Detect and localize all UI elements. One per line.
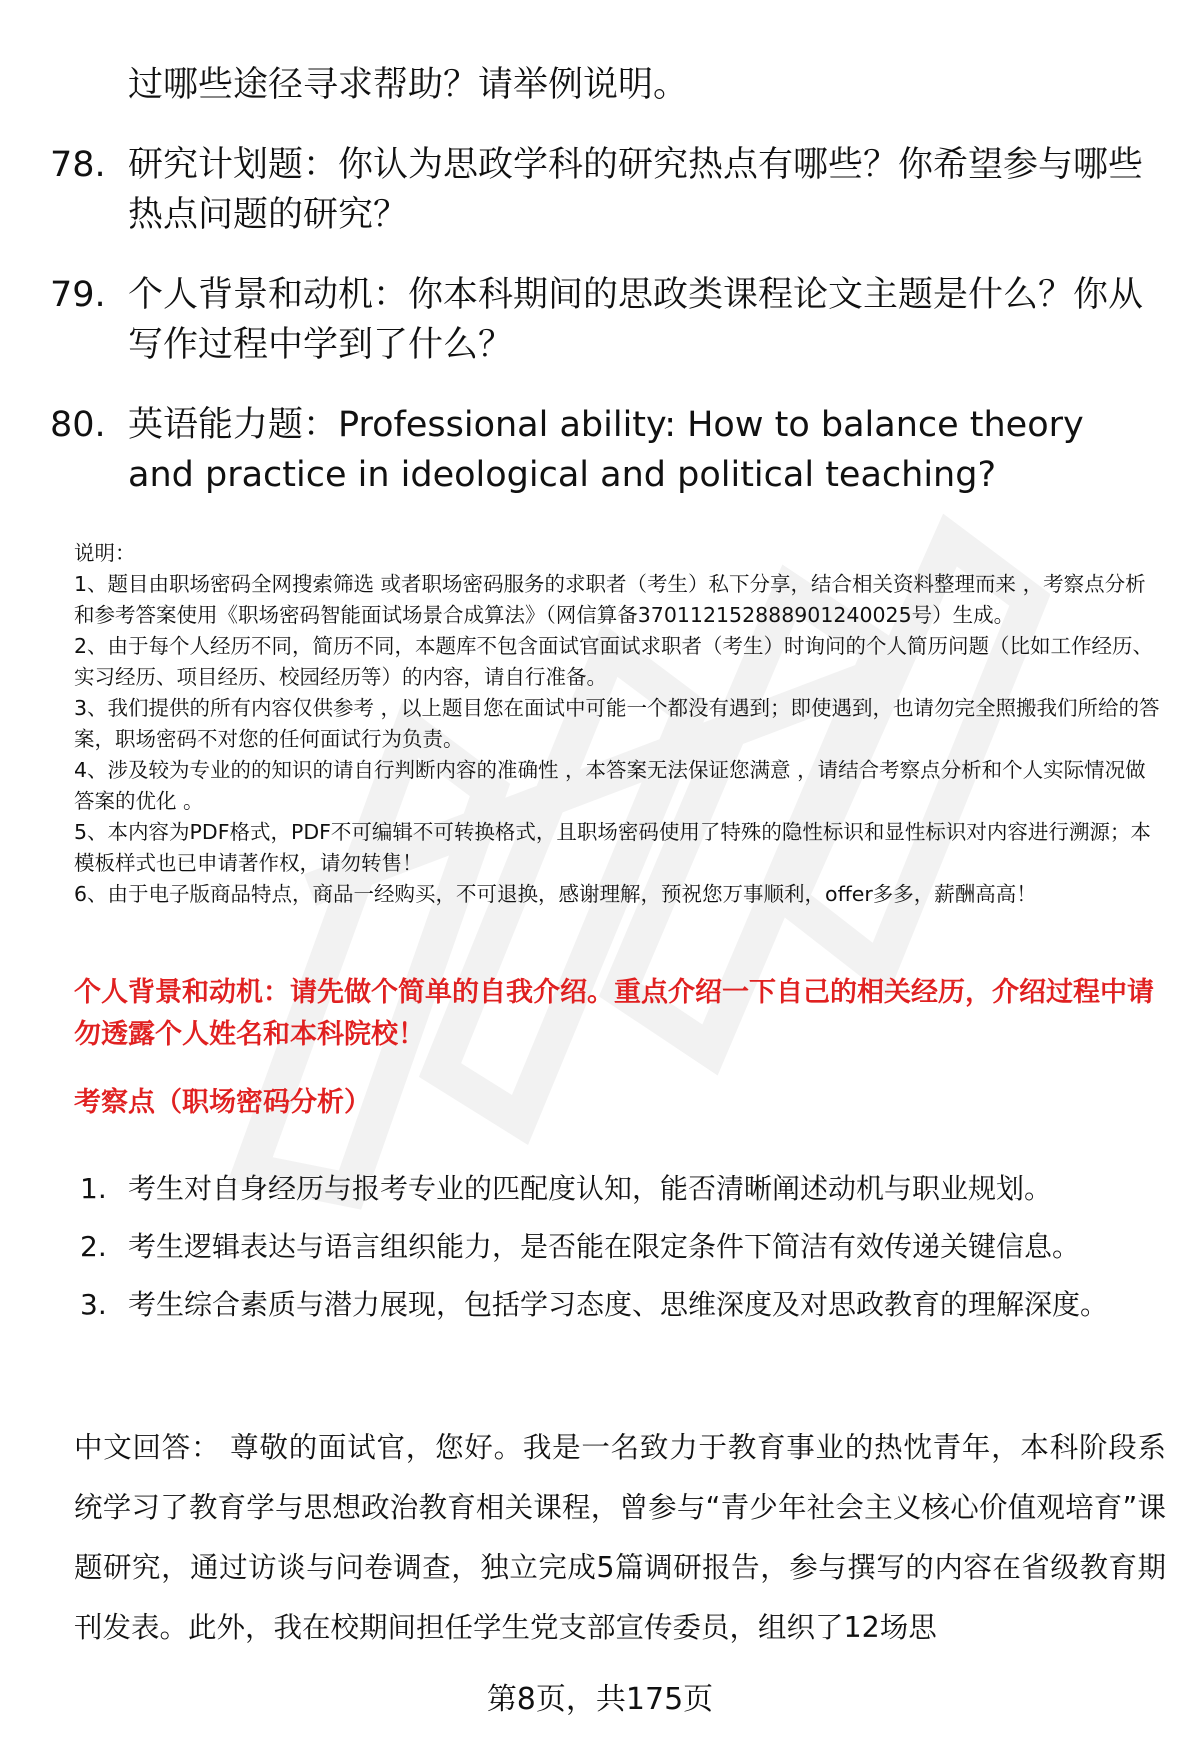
question-number: 78. [50, 145, 106, 185]
current-question-heading: 个人背景和动机：请先做个简单的自我介绍。重点介绍一下自己的相关经历，介绍过程中请勿透露个人姓名和本科院校！ [74, 977, 1154, 1050]
question-list [50, 140, 1160, 530]
analysis-point [80, 1160, 1160, 1218]
point-number: 1. [80, 1172, 107, 1205]
question-item [50, 140, 1160, 240]
chinese-answer: 中文回答： 尊敬的面试官，您好。我是一名致力于教育事业的热忱青年，本科阶段系统学习了教育学与思想政治教育相关课程，曾参与“青少年社会主义核心价值观培育”课题研究，通过访谈与问卷调查，独立完成5篇调研报告，参与撰写的内容在省级教育期刊发表。此外，我在校期间担任学生党支部宣传委员，组织了12场思 [74, 1431, 1166, 1644]
analysis-point [80, 1218, 1160, 1276]
analysis-point [80, 1276, 1160, 1334]
note-item: 1、题目由职场密码全网搜索筛选 或者职场密码服务的求职者（考生）私下分享，结合相关资料整理而来 ，考察点分析和参考答案使用《职场密码智能面试场景合成算法》（网信算备370112152888901240025号）生成。 [74, 572, 1146, 627]
question-text: 个人背景和动机：你本科期间的思政类课程论文主题是什么？你从写作过程中学到了什么？ [128, 275, 1144, 365]
note-item: 6、由于电子版商品特点，商品一经购买，不可退换，感谢理解，预祝您万事顺利，offer多多，薪酬高高！ [74, 882, 1037, 906]
analysis-points [80, 1160, 1160, 1334]
question-number: 79. [50, 275, 106, 315]
question-text: 研究计划题：你认为思政学科的研究热点有哪些？你希望参与哪些热点问题的研究？ [128, 145, 1144, 235]
question-item [50, 400, 1160, 500]
page-number: 第8页，共175页 [486, 1682, 714, 1717]
note-item: 3、我们提供的所有内容仅供参考 ，以上题目您在面试中可能一个都没有遇到；即使遇到，也请勿完全照搬我们所给的答案，职场密码不对您的任何面试行为负责。 [74, 696, 1160, 751]
note-item: 2、由于每个人经历不同，简历不同，本题库不包含面试官面试求职者（考生）时询问的个人简历问题（比如工作经历、实习经历、项目经历、校园经历等）的内容，请自行准备。 [74, 634, 1154, 689]
point-text: 考生逻辑表达与语言组织能力，是否能在限定条件下简洁有效传递关键信息。 [128, 1230, 1081, 1263]
question-number: 80. [50, 405, 106, 445]
note-item: 4、涉及较为专业的的知识的请自行判断内容的准确性 ，本答案无法保证您满意 ，请结合考察点分析和个人实际情况做答案的优化 。 [74, 758, 1146, 813]
point-text: 考生综合素质与潜力展现，包括学习态度、思维深度及对思政教育的理解深度。 [128, 1288, 1109, 1321]
question-text: 英语能力题：Professional ability: How to balance theory and practice in ideological and political teaching? [128, 405, 1084, 495]
question-item [50, 270, 1160, 370]
analysis-title: 考察点（职场密码分析） [74, 1087, 371, 1118]
point-number: 3. [80, 1288, 107, 1321]
question-77-continuation: 过哪些途径寻求帮助？请举例说明。 [128, 65, 689, 105]
note-item: 5、本内容为PDF格式，PDF不可编辑不可转换格式，且职场密码使用了特殊的隐性标识和显性标识对内容进行溯源；本模板样式也已申请著作权，请勿转售！ [74, 820, 1151, 875]
notes-title: 说明： [74, 541, 136, 565]
point-number: 2. [80, 1230, 107, 1263]
point-text: 考生对自身经历与报考专业的匹配度认知，能否清晰阐述动机与职业规划。 [128, 1172, 1053, 1205]
disclaimer-notes [74, 538, 1164, 910]
